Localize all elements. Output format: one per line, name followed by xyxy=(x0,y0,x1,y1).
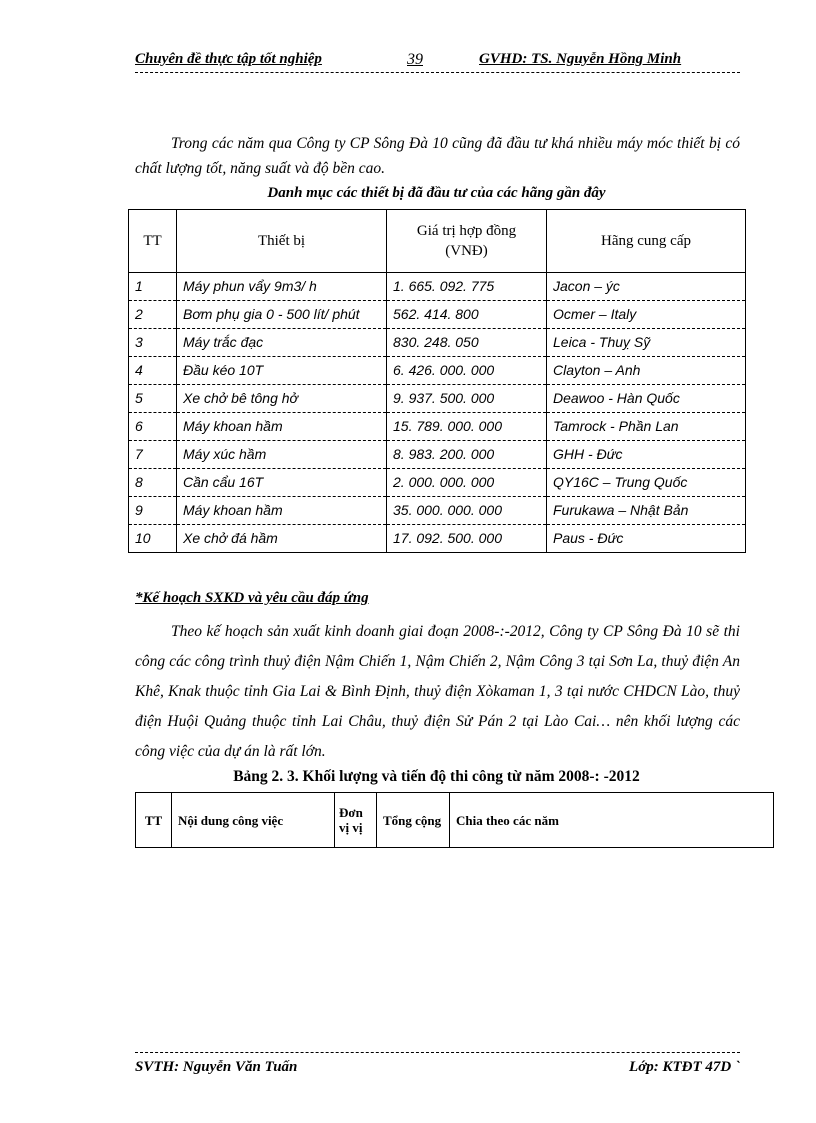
header-work-content: Nội dung công việc xyxy=(172,793,335,848)
cell-supplier: Ocmer – Italy xyxy=(547,301,746,329)
cell-contract-value: 562. 414. 800 xyxy=(387,301,547,329)
equipment-table-body xyxy=(129,273,746,553)
table-row xyxy=(129,385,746,413)
cell-equipment: Máy phun vẩy 9m3/ h xyxy=(177,273,387,301)
page-footer xyxy=(135,1052,740,1075)
table-header-row xyxy=(129,210,746,273)
header-by-year: Chia theo các năm xyxy=(450,793,774,848)
footer-class: Lớp: KTĐT 47D ` xyxy=(629,1059,740,1075)
cell-contract-value: 35. 000. 000. 000 xyxy=(387,497,547,525)
cell-tt: 3 xyxy=(129,329,177,357)
plan-paragraph: Theo kế hoạch sản xuất kinh doanh giai đoạn 2008-:-2012, Công ty CP Sông Đà 10 sẽ thi công các công trình thuỷ điện Nậm Chiến 1, Nậm Chiến 2, Nậm Công 3 tại Sơn La, thuỷ điện An Khê, Knak thuộc tỉnh Gia Lai & Bình Định, thuỷ điện Xòkaman 1, 3 tại nước CHDCN Lào, thuỷ điện Huội Quảng thuộc tỉnh Lai Châu, thuỷ điện Sử Pán 2 tại Lào Cai… nên khối lượng các công việc của dự án là rất lớn. xyxy=(135,623,740,760)
table-row xyxy=(129,357,746,385)
table2-caption: Bảng 2. 3. Khối lượng và tiến độ thi công từ năm 2008-: -2012 xyxy=(233,768,640,785)
cell-equipment: Máy khoan hầm xyxy=(177,413,387,441)
table-row xyxy=(129,469,746,497)
cell-contract-value: 6. 426. 000. 000 xyxy=(387,357,547,385)
cell-equipment: Xe chở đá hầm xyxy=(177,525,387,553)
header-contract-value: Giá trị hợp đồng (VNĐ) xyxy=(387,210,547,273)
page-header xyxy=(135,48,740,73)
cell-tt: 8 xyxy=(129,469,177,497)
cell-contract-value: 17. 092. 500. 000 xyxy=(387,525,547,553)
table-row xyxy=(129,301,746,329)
table1-caption: Danh mục các thiết bị đã đầu tư của các hãng gần đây xyxy=(267,185,606,201)
table-row xyxy=(129,525,746,553)
header-tt: TT xyxy=(136,793,172,848)
cell-supplier: Tamrock - Phần Lan xyxy=(547,413,746,441)
table-row xyxy=(129,497,746,525)
cell-equipment: Xe chở bê tông hở xyxy=(177,385,387,413)
cell-equipment: Máy xúc hầm xyxy=(177,441,387,469)
header-total: Tổng cộng xyxy=(377,793,450,848)
section-heading: *Kế hoạch SXKD và yêu cầu đáp ứng xyxy=(135,590,369,606)
cell-contract-value: 15. 789. 000. 000 xyxy=(387,413,547,441)
cell-tt: 9 xyxy=(129,497,177,525)
cell-supplier: Leica - Thuỵ Sỹ xyxy=(547,329,746,357)
cell-tt: 4 xyxy=(129,357,177,385)
table-row xyxy=(129,441,746,469)
workload-table xyxy=(135,792,774,848)
cell-equipment: Máy trắc đạc xyxy=(177,329,387,357)
header-title: Chuyên đề thực tập tốt nghiệp xyxy=(135,51,322,67)
footer-student: SVTH: Nguyễn Văn Tuấn xyxy=(135,1059,298,1075)
table-row xyxy=(129,273,746,301)
header-supervisor: GVHD: TS. Nguyễn Hồng Minh xyxy=(479,51,682,67)
cell-supplier: Clayton – Anh xyxy=(547,357,746,385)
header-equipment: Thiết bị xyxy=(177,210,387,273)
cell-tt: 1 xyxy=(129,273,177,301)
cell-tt: 2 xyxy=(129,301,177,329)
equipment-table xyxy=(128,209,746,553)
cell-supplier: Paus - Đức xyxy=(547,525,746,553)
cell-supplier: QY16C – Trung Quốc xyxy=(547,469,746,497)
cell-tt: 6 xyxy=(129,413,177,441)
cell-equipment: Cần cẩu 16T xyxy=(177,469,387,497)
cell-contract-value: 9. 937. 500. 000 xyxy=(387,385,547,413)
table-row xyxy=(129,329,746,357)
cell-contract-value: 1. 665. 092. 775 xyxy=(387,273,547,301)
table-row xyxy=(129,413,746,441)
cell-supplier: Deawoo - Hàn Quốc xyxy=(547,385,746,413)
header-supplier: Hãng cung cấp xyxy=(547,210,746,273)
page-number: 39 xyxy=(407,51,423,68)
cell-equipment: Bơm phụ gia 0 - 500 lít/ phút xyxy=(177,301,387,329)
header-unit: Đơn vị vị xyxy=(335,793,377,848)
cell-supplier: Jacon – ýc xyxy=(547,273,746,301)
cell-supplier: GHH - Đức xyxy=(547,441,746,469)
cell-contract-value: 8. 983. 200. 000 xyxy=(387,441,547,469)
table-header-row xyxy=(136,793,774,848)
cell-tt: 7 xyxy=(129,441,177,469)
cell-equipment: Máy khoan hầm xyxy=(177,497,387,525)
cell-tt: 5 xyxy=(129,385,177,413)
cell-contract-value: 830. 248. 050 xyxy=(387,329,547,357)
cell-contract-value: 2. 000. 000. 000 xyxy=(387,469,547,497)
intro-paragraph: Trong các năm qua Công ty CP Sông Đà 10 cũng đã đầu tư khá nhiều máy móc thiết bị có chất lượng tốt, năng suất và độ bền cao. xyxy=(135,135,740,177)
header-tt: TT xyxy=(129,210,177,273)
cell-supplier: Furukawa – Nhật Bản xyxy=(547,497,746,525)
cell-equipment: Đầu kéo 10T xyxy=(177,357,387,385)
cell-tt: 10 xyxy=(129,525,177,553)
